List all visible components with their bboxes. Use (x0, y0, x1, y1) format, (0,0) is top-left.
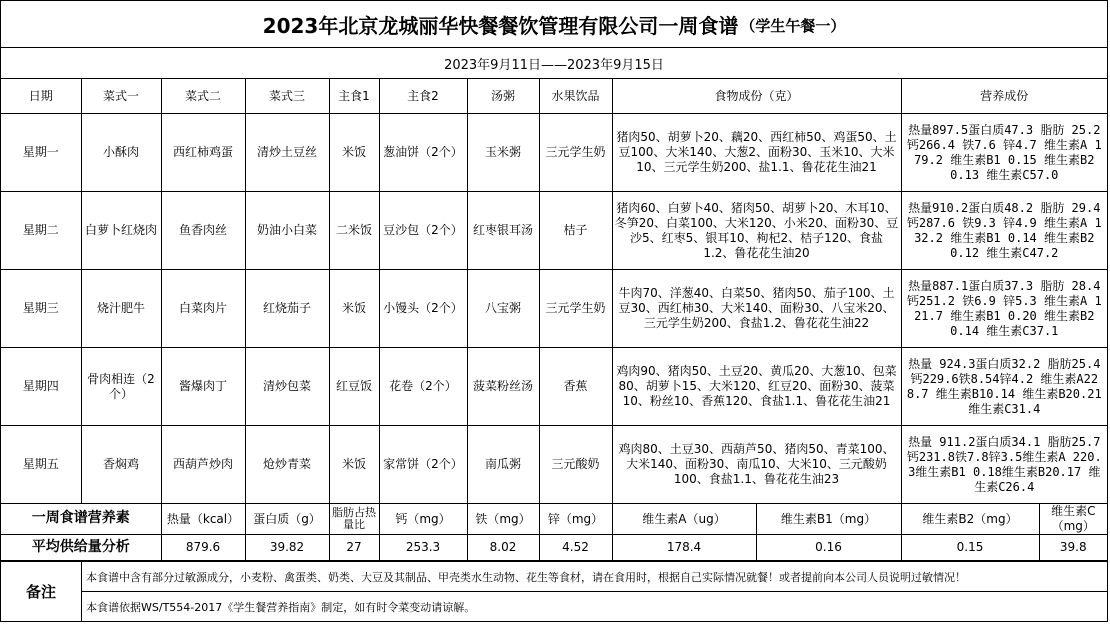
header-ingredients: 食物成份（克） (612, 79, 901, 114)
table-row (1, 192, 1107, 270)
dish1-cell: 骨肉相连（2个） (81, 348, 161, 426)
header-date: 日期 (1, 79, 81, 114)
fruit-cell: 三元学生奶 (539, 114, 612, 192)
dish3-cell: 清炒土豆丝 (245, 114, 329, 192)
nutrient-name: 锌（mg） (539, 504, 612, 535)
table-row (1, 270, 1107, 348)
staple1-cell: 二米饭 (329, 192, 379, 270)
date-range: 2023年9月11日——2023年9月15日 (1, 48, 1107, 79)
header-dish3: 菜式三 (245, 79, 329, 114)
ingredients-cell: 猪肉60、白萝卜40、猪肉50、胡萝卜20、木耳10、冬笋20、白菜100、大米120、小米20、面粉30、豆沙5、红枣5、银耳10、枸杞2、桔子120、食盐1.2、鲁花花生油20 (612, 192, 901, 270)
staple1-cell: 米饭 (329, 270, 379, 348)
fruit-cell: 三元酸奶 (539, 426, 612, 504)
nutrient-value: 0.15 (901, 535, 1039, 561)
soup-cell: 玉米粥 (467, 114, 539, 192)
summary-label: 平均供给量分析 (1, 535, 161, 561)
nutrient-name: 维生素B1（mg） (756, 504, 901, 535)
dish2-cell: 西葫芦炒肉 (161, 426, 245, 504)
soup-cell: 红枣银耳汤 (467, 192, 539, 270)
page-title: 2023年北京龙城丽华快餐餐饮管理有限公司一周食谱 (262, 13, 739, 38)
nutrient-value: 8.02 (467, 535, 539, 561)
nutrient-name: 维生素C（mg） (1039, 504, 1107, 535)
header-staple1: 主食1 (329, 79, 379, 114)
header-row (1, 79, 1107, 114)
nutrition-cell: 热量897.5蛋白质47.3 脂肪 25.2 钙266.4 铁7.6 锌4.7 维生素A 179.2 维生素B1 0.15 维生素B2 0.13 维生素C57.0 (901, 114, 1107, 192)
dish1-cell: 小酥肉 (81, 114, 161, 192)
staple2-cell: 小馒头（2个） (379, 270, 467, 348)
ingredients-cell: 牛肉70、洋葱40、白菜50、猪肉50、茄子100、土豆30、西红柿30、大米140、面粉30、八宝米20、三元学生奶200、食盐1.2、鲁花花生油22 (612, 270, 901, 348)
dish3-cell: 清炒包菜 (245, 348, 329, 426)
ingredients-cell: 鸡肉90、猪肉50、土豆20、黄瓜20、大葱10、包菜80、胡萝卜15、大米120、红豆20、面粉30、菠菜10、粉丝10、香蕉120、食盐1.1、鲁花花生油21 (612, 348, 901, 426)
header-dish1: 菜式一 (81, 79, 161, 114)
staple2-cell: 家常饼（2个） (379, 426, 467, 504)
nutrient-value: 4.52 (539, 535, 612, 561)
day-cell: 星期五 (1, 426, 81, 504)
fruit-cell: 香蕉 (539, 348, 612, 426)
header-staple2: 主食2 (379, 79, 467, 114)
dish3-cell: 炝炒青菜 (245, 426, 329, 504)
dish2-cell: 鱼香肉丝 (161, 192, 245, 270)
nutrient-name: 维生素B2（mg） (901, 504, 1039, 535)
staple1-cell: 米饭 (329, 114, 379, 192)
ingredients-cell: 猪肉50、胡萝卜20、藕20、西红柿50、鸡蛋50、土豆100、大米140、大葱2、面粉30、玉米10、大米10、三元学生奶200、盐1.1、鲁花花生油21 (612, 114, 901, 192)
summary-header-row (1, 504, 1107, 535)
nutrient-value: 39.8 (1039, 535, 1107, 561)
staple2-cell: 葱油饼（2个） (379, 114, 467, 192)
day-cell: 星期四 (1, 348, 81, 426)
nutrition-cell: 热量 924.3蛋白质32.2 脂肪25.4钙229.6铁8.54锌4.2 维生素A228.7 维生素B10.14 维生素B20.21 维生素C31.4 (901, 348, 1107, 426)
nutrient-value: 178.4 (612, 535, 756, 561)
nutrient-value: 0.16 (756, 535, 901, 561)
nutrient-name: 蛋白质（g） (245, 504, 329, 535)
staple2-cell: 花卷（2个） (379, 348, 467, 426)
table-row (1, 348, 1107, 426)
day-cell: 星期二 (1, 192, 81, 270)
fruit-cell: 桔子 (539, 192, 612, 270)
nutrition-cell: 热量887.1蛋白质37.3 脂肪 28.4 钙251.2 铁6.9 锌5.3 维生素A 121.7 维生素B1 0.20 维生素B2 0.14 维生素C37.1 (901, 270, 1107, 348)
fruit-cell: 三元学生奶 (539, 270, 612, 348)
dish1-cell: 香焖鸡 (81, 426, 161, 504)
summary-value-row (1, 535, 1107, 561)
table-row (1, 426, 1107, 504)
staple2-cell: 豆沙包（2个） (379, 192, 467, 270)
ingredients-cell: 鸡肉80、土豆30、西葫芦50、猪肉50、青菜100、大米140、面粉30、南瓜10、大米10、三元酸奶100、食盐1.1、鲁花花生油23 (612, 426, 901, 504)
dish2-cell: 酱爆肉丁 (161, 348, 245, 426)
staple1-cell: 红豆饭 (329, 348, 379, 426)
notes-section (1, 561, 1107, 621)
header-nutrition: 营养成份 (901, 79, 1107, 114)
nutrient-value: 27 (329, 535, 379, 561)
header-dish2: 菜式二 (161, 79, 245, 114)
dish3-cell: 奶油小白菜 (245, 192, 329, 270)
soup-cell: 八宝粥 (467, 270, 539, 348)
staple1-cell: 米饭 (329, 426, 379, 504)
dish1-cell: 烧汁肥牛 (81, 270, 161, 348)
allergen-note: 本食谱中含有部分过敏源成分，小麦粉、禽蛋类、奶类、大豆及其制品、甲壳类水生动物、花生等食材，请在食用时，根据自己实际情况就餐！或者提前向本公司人员说明过敏情况！ (86, 570, 966, 584)
dish1-cell: 白萝卜红烧肉 (81, 192, 161, 270)
notes-body (82, 562, 1107, 621)
dish2-cell: 白菜肉片 (161, 270, 245, 348)
day-cell: 星期一 (1, 114, 81, 192)
nutrient-value: 253.3 (379, 535, 467, 561)
dish2-cell: 西红柿鸡蛋 (161, 114, 245, 192)
guideline-note: 本食谱依据WS/T554-2017《学生餐营养指南》制定，如有时令菜变动请谅解。 (82, 591, 1107, 621)
nutrient-name: 铁（mg） (467, 504, 539, 535)
notes-label: 备注 (1, 562, 82, 621)
nutrient-name: 维生素A（ug） (612, 504, 756, 535)
soup-cell: 南瓜粥 (467, 426, 539, 504)
nutrient-name: 钙（mg） (379, 504, 467, 535)
header-fruit: 水果饮品 (539, 79, 612, 114)
title-row (1, 1, 1107, 48)
nutrient-value: 39.82 (245, 535, 329, 561)
dish3-cell: 红烧茄子 (245, 270, 329, 348)
nutrient-name: 热量（kcal） (161, 504, 245, 535)
summary-label: 一周食谱营养素 (1, 504, 161, 535)
soup-cell: 菠菜粉丝汤 (467, 348, 539, 426)
nutrition-cell: 热量910.2蛋白质48.2 脂肪 29.4 钙287.6 铁9.3 锌4.9 维生素A 132.2 维生素B1 0.14 维生素B2 0.12 维生素C47.2 (901, 192, 1107, 270)
nutrient-value: 879.6 (161, 535, 245, 561)
menu-table (1, 79, 1107, 561)
day-cell: 星期三 (1, 270, 81, 348)
table-row (1, 114, 1107, 192)
header-soup: 汤粥 (467, 79, 539, 114)
nutrient-name: 脂肪占热量比 (329, 504, 379, 535)
page-subtitle: （学生午餐一） (740, 17, 846, 35)
nutrition-cell: 热量 911.2蛋白质34.1 脂肪25.7 钙231.8铁7.8锌3.5维生素A 220.3维生素B1 0.18维生素B20.17 维生素C26.4 (901, 426, 1107, 504)
